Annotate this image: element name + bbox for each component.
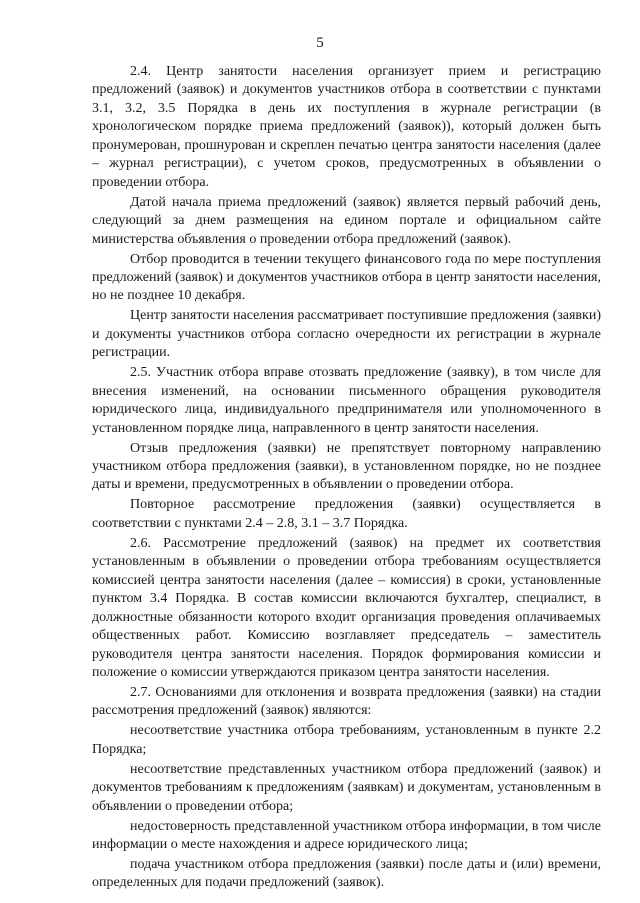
- paragraph-2-4: 2.4. Центр занятости населения организует прием и регистрацию предложений (заявок) и документов участников отбора в соответствии с пунктами 3.1, 3.2, 3.5 Порядка в день их поступления в журнале регистрации (в хронологическом порядке приема предложений (заявок)), который должен быть пронумерован, прошнурован и скреплен печатью центра занятости населения (далее – журнал регистрации), с учетом сроков, предусмотренных в объявлении о проведении отбора.: [92, 64, 601, 190]
- paragraph-repeat-review: Повторное рассмотрение предложения (заявки) осуществляется в соответствии с пунктами 2.4 – 2.8, 3.1 – 3.7 Порядка.: [92, 497, 601, 531]
- paragraph-2-7: 2.7. Основаниями для отклонения и возврата предложения (заявки) на стадии рассмотрения предложений (заявок) являются:: [92, 684, 601, 719]
- page-number: 5: [316, 35, 324, 51]
- list-item-requirements-mismatch: несоответствие участника отбора требованиям, установленным в пункте 2.2 Порядка;: [92, 723, 601, 757]
- paragraph-2-5: 2.5. Участник отбора вправе отозвать предложение (заявку), в том числе для внесения изменений, на основании письменного обращения руководителя юридического лица, индивидуального предпринимателя или уполномоченного в установленном порядке лица, направленного в центр занятости населения.: [92, 365, 601, 436]
- list-item-late-submission: подача участником отбора предложения (заявки) после даты и (или) времени, определенных для подачи предложений (заявок).: [92, 857, 601, 891]
- paragraph-selection-period: Отбор проводится в течении текущего финансового года по мере поступления предложений (заявок) и документов участников отбора в центр занятости населения, но не позднее 10 декабря.: [92, 251, 601, 304]
- paragraph-withdrawal: Отзыв предложения (заявки) не препятствует повторному направлению участником отбора предложения (заявки), в установленном порядке, но не позднее даты и времени, предусмотренных в объявлении о проведении отбора.: [92, 440, 601, 493]
- paragraph-review-order: Центр занятости населения рассматривает поступившие предложения (заявки) и документы участников отбора согласно очередности их регистрации в журнале регистрации.: [92, 308, 601, 361]
- list-item-false-information: недостоверность представленной участником отбора информации, в том числе информации о месте нахождения и адресе юридического лица;: [92, 818, 601, 853]
- list-item-documents-mismatch: несоответствие представленных участником отбора предложений (заявок) и документов требованиям к предложениям (заявкам) и документам, установленным в объявлении о проведении отбора;: [92, 761, 601, 814]
- paragraph-start-date: Датой начала приема предложений (заявок) является первый рабочий день, следующий за днем размещения на едином портале и официальном сайте министерства объявления о проведении отбора предложений (заявок).: [92, 194, 601, 247]
- document-body: [92, 63, 601, 894]
- paragraph-2-6: 2.6. Рассмотрение предложений (заявок) на предмет их соответствия установленным в объявлении о проведении отбора требованиям осуществляется комиссией центра занятости населения (далее – комиссия) в сроки, установленные пунктом 3.4 Порядка. В состав комиссии включаются бухгалтер, специалист, в должностные обязанности которого входит организация проведения оплачиваемых общественных работ. Комиссию возглавляет председатель – заместитель руководителя центра занятости населения. Порядок формирования комиссии и положение о комиссии утверждаются приказом центра занятости населения.: [92, 535, 601, 680]
